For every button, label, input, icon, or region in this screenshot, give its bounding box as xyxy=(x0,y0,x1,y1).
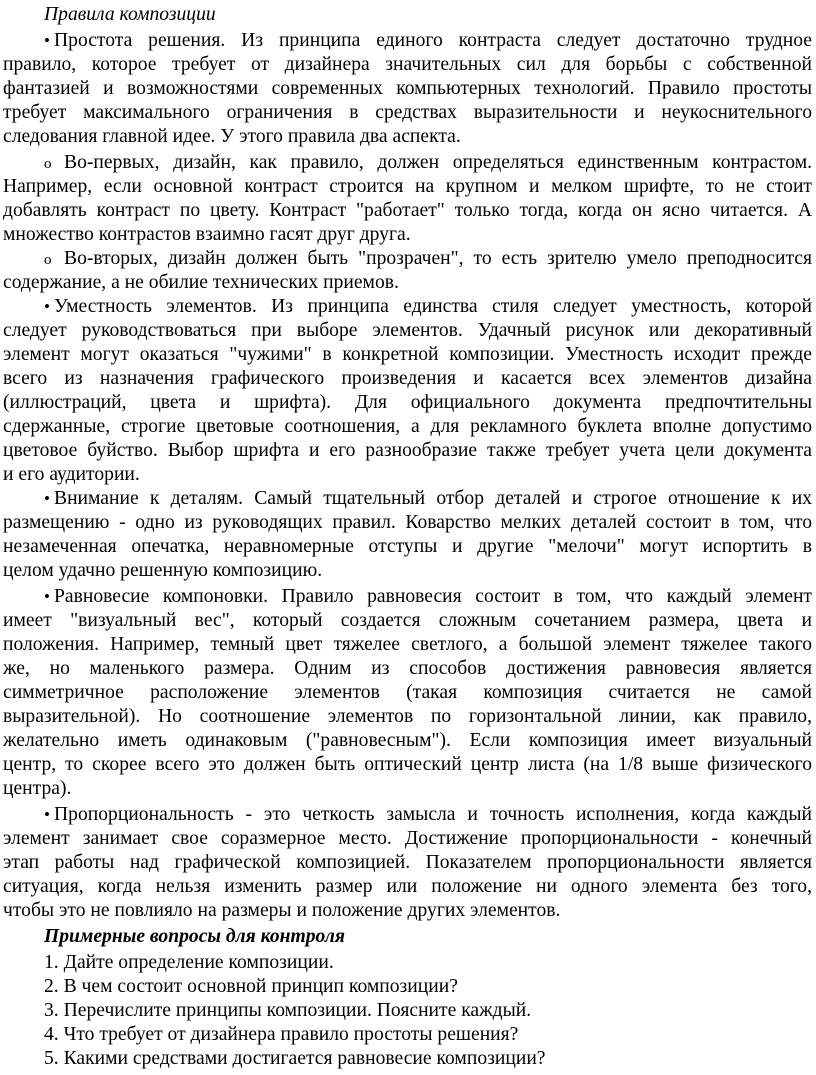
bullet-icon: • xyxy=(44,297,50,316)
paragraph-line: требует максимального ограничения в средствах выразительности и неукоснительного xyxy=(3,102,812,123)
paragraph-line: следования главной идее. У этого правила два аспекта. xyxy=(3,126,461,147)
sub-point-line: o Во-вторых, дизайн должен быть "прозрачен", то есть зрителю умело преподносится xyxy=(44,248,812,269)
paragraph-line: элемент могут оказаться "чужими" в конкретной композиции. Уместность исходит прежде xyxy=(3,344,812,365)
paragraph-line: положения. Например, темный цвет тяжелее светлого, а большой элемент тяжелее такого xyxy=(3,634,812,655)
paragraph-line: и его аудитории. xyxy=(3,464,140,485)
paragraph-line: симметричное расположение элементов (такая композиция считается не самой xyxy=(3,682,812,703)
circle-bullet-icon: o xyxy=(44,252,52,268)
bullet-icon: • xyxy=(44,587,50,606)
paragraph-line: содержание, а не обилие технических приемов. xyxy=(3,272,399,293)
paragraph-line: • Равновесие компоновки. Правило равновесия состоит в том, что каждый элемент xyxy=(44,586,812,607)
question-item: 3. Перечислите принципы композиции. Поясните каждый. xyxy=(44,1000,532,1021)
paragraph-line: • Пропорциональность - это четкость замысла и точность исполнения, когда каждый xyxy=(44,804,812,825)
paragraph-line: • Простота решения. Из принципа единого контраста следует достаточно трудное xyxy=(44,30,812,51)
paragraph-line: ситуация, когда нельзя изменить размер или положение ни одного элемента без того, xyxy=(3,876,812,897)
paragraph-line: (иллюстраций, цвета и шрифта). Для официального документа предпочтительны xyxy=(3,392,812,413)
questions-heading: Примерные вопросы для контроля xyxy=(44,926,346,947)
paragraph-line: имеет "визуальный вес", который создается сложным сочетанием размера, цвета и xyxy=(3,610,812,631)
question-item: 4. Что требует от дизайнера правило простоты решения? xyxy=(44,1024,519,1045)
sub-point-line: o Во-первых, дизайн, как правило, должен определяться единственным контрастом. xyxy=(44,152,812,173)
paragraph-line: центр, то скорее всего это должен быть оптический центр листа (на 1/8 выше физического xyxy=(3,754,812,775)
paragraph-line: сдержанные, строгие цветовые соотношения, а для рекламного буклета вполне допустимо xyxy=(3,416,812,437)
paragraph-line: же, но маленького размера. Одним из способов достижения равновесия является xyxy=(3,658,812,679)
bullet-icon: • xyxy=(44,489,50,508)
paragraph-line: выразительной). Но соотношение элементов по горизонтальной линии, как правило, xyxy=(3,706,812,727)
paragraph-line: всего из назначения графического произведения и касается всех элементов дизайна xyxy=(3,368,812,389)
paragraph-line: добавлять контраст по цвету. Контраст "работает" только тогда, когда он ясно читается. А xyxy=(3,200,812,221)
paragraph-line: следует руководствоваться при выборе элементов. Удачный рисунок или декоративный xyxy=(3,320,812,341)
paragraph-line: множество контрастов взаимно гасят друг друга. xyxy=(3,224,411,245)
paragraph-line: • Внимание к деталям. Самый тщательный отбор деталей и строгое отношение к их xyxy=(44,488,812,509)
circle-bullet-icon: o xyxy=(44,156,52,172)
paragraph-line: элемент занимает свое соразмерное место. Достижение пропорциональности - конечный xyxy=(3,828,812,849)
question-item: 5. Какими средствами достигается равновесие композиции? xyxy=(44,1048,546,1069)
paragraph-line: чтобы это не повлияло на размеры и положение других элементов. xyxy=(3,900,561,921)
question-item: 1. Дайте определение композиции. xyxy=(44,952,334,973)
paragraph-line: этап работы над графической композицией. Показателем пропорциональности является xyxy=(3,852,812,873)
paragraph-line: целом удачно решенную композицию. xyxy=(3,560,323,581)
bullet-icon: • xyxy=(44,805,50,824)
paragraph-line: Например, если основной контраст строится на крупном и мелком шрифте, то не стоит xyxy=(3,176,812,197)
section-title: Правила композиции xyxy=(44,4,216,25)
paragraph-line: размещению - одно из руководящих правил. Коварство мелких деталей состоит в том, что xyxy=(3,512,812,533)
paragraph-line: центра). xyxy=(3,778,72,799)
bullet-icon: • xyxy=(44,31,50,50)
paragraph-line: фантазией и возможностями современных компьютерных технологий. Правило простоты xyxy=(3,78,812,99)
paragraph-line: цветовое буйство. Выбор шрифта и его разнообразие также требует учета цели документа xyxy=(3,440,812,461)
paragraph-line: незамеченная опечатка, неравномерные отступы и другие "мелочи" могут испортить в xyxy=(3,536,812,557)
paragraph-line: • Уместность элементов. Из принципа единства стиля следует уместность, которой xyxy=(44,296,812,317)
paragraph-line: желательно иметь одинаковым ("равновесным"). Если композиция имеет визуальный xyxy=(3,730,812,751)
paragraph-line: правило, которое требует от дизайнера значительных сил для борьбы с собственной xyxy=(3,54,812,75)
question-item: 2. В чем состоит основной принцип композиции? xyxy=(44,976,458,997)
